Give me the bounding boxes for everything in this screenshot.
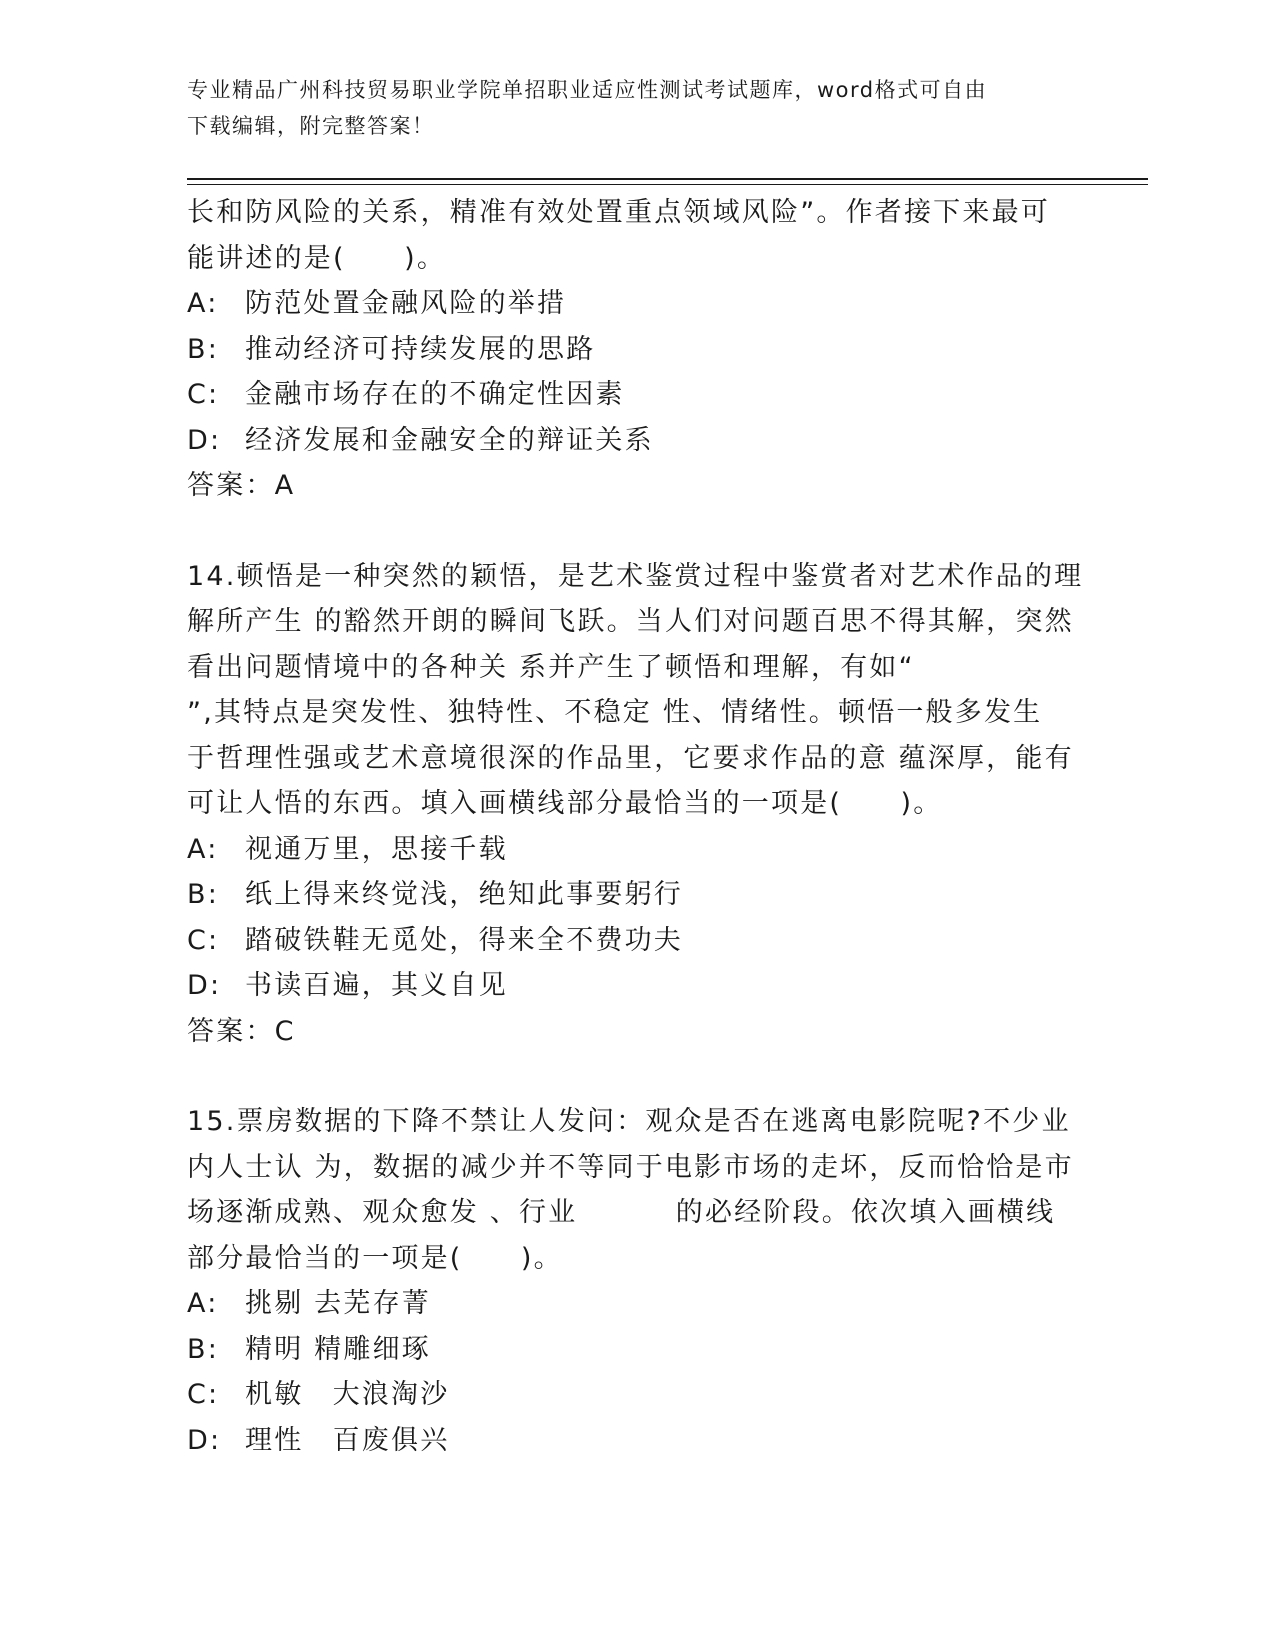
question-14	[187, 554, 1087, 1055]
option-d	[187, 1418, 1087, 1464]
option-a	[187, 827, 1087, 873]
option-letter: A:	[187, 833, 219, 865]
question-15	[187, 1099, 1087, 1463]
option-letter: B:	[187, 1333, 220, 1365]
option-letter: A:	[187, 1288, 219, 1319]
option-c	[187, 918, 1087, 964]
option-letter: D:	[187, 970, 222, 1001]
option-text: 精明 精雕细琢	[245, 1333, 431, 1365]
option-b	[187, 1327, 1087, 1373]
document-body	[187, 190, 1087, 1463]
option-text: 踏破铁鞋无觅处，得来全不费功夫	[245, 924, 683, 956]
question-text-line: 场逐渐成熟、观众愈发 、行业 的必经阶段。依次填入画横线	[187, 1197, 1056, 1228]
answer: 答案：A	[187, 470, 296, 501]
header-rule-thick	[187, 178, 1148, 180]
option-c	[187, 372, 1087, 418]
question-13	[187, 190, 1087, 509]
option-letter: C:	[187, 924, 220, 956]
header-rule-thin	[187, 184, 1148, 185]
option-letter: A:	[187, 288, 219, 319]
option-letter: D:	[187, 424, 222, 456]
spacer	[187, 509, 1087, 554]
option-text: 机敏 大浪淘沙	[245, 1379, 450, 1410]
spacer	[187, 1054, 1087, 1099]
header-line-2: 下载编辑，附完整答案！	[187, 114, 435, 138]
option-c	[187, 1372, 1087, 1418]
option-a	[187, 281, 1087, 327]
option-letter: C:	[187, 379, 220, 410]
option-text: 纸上得来终觉浅，绝知此事要躬行	[245, 879, 683, 910]
page-header	[187, 72, 1067, 144]
question-text-line: 解所产生 的豁然开朗的瞬间飞跃。当人们对问题百思不得其解，突然	[187, 606, 1074, 637]
option-letter: B:	[187, 333, 220, 365]
question-text-line: 于哲理性强或艺术意境很深的作品里，它要求作品的意 蕴深厚，能有	[187, 742, 1074, 774]
question-text-line: 部分最恰当的一项是( )。	[187, 1242, 563, 1274]
question-text-line: 长和防风险的关系，精准有效处置重点领域风险”。作者接下来最可	[187, 197, 1050, 228]
option-b	[187, 872, 1087, 918]
option-text: 视通万里，思接千载	[245, 833, 508, 865]
question-text-line: 内人士认 为，数据的减少并不等同于电影市场的走坏，反而恰恰是市	[187, 1151, 1074, 1183]
question-text-line: 可让人悟的东西。填入画横线部分最恰当的一项是( )。	[187, 788, 943, 819]
answer: 答案：C	[187, 1015, 296, 1047]
option-b	[187, 327, 1087, 373]
question-text-line: 15.票房数据的下降不禁让人发问：观众是否在逃离电影院呢?不少业	[187, 1106, 1071, 1137]
option-letter: C:	[187, 1379, 220, 1410]
option-text: 防范处置金融风险的举措	[245, 288, 567, 319]
option-letter: D:	[187, 1424, 222, 1456]
question-text-line: ”,其特点是突发性、独特性、不稳定 性、情绪性。顿悟一般多发生	[187, 697, 1043, 728]
option-d	[187, 418, 1087, 464]
option-text: 书读百遍，其义自见	[245, 970, 508, 1001]
option-text: 理性 百废俱兴	[245, 1424, 450, 1456]
option-text: 挑剔 去芜存菁	[245, 1288, 431, 1319]
option-text: 金融市场存在的不确定性因素	[245, 379, 625, 410]
option-letter: B:	[187, 879, 220, 910]
header-line-1: 专业精品广州科技贸易职业学院单招职业适应性测试考试题库，word格式可自由	[187, 78, 988, 102]
option-text: 经济发展和金融安全的辩证关系	[245, 424, 654, 456]
question-text-line: 能讲述的是( )。	[187, 242, 447, 274]
option-d	[187, 963, 1087, 1009]
option-text: 推动经济可持续发展的思路	[245, 333, 596, 365]
question-text-line: 看出问题情境中的各种关 系并产生了顿悟和理解，有如“	[187, 651, 915, 683]
option-a	[187, 1281, 1087, 1327]
question-text-line: 14.顿悟是一种突然的颖悟，是艺术鉴赏过程中鉴赏者对艺术作品的理	[187, 560, 1084, 592]
